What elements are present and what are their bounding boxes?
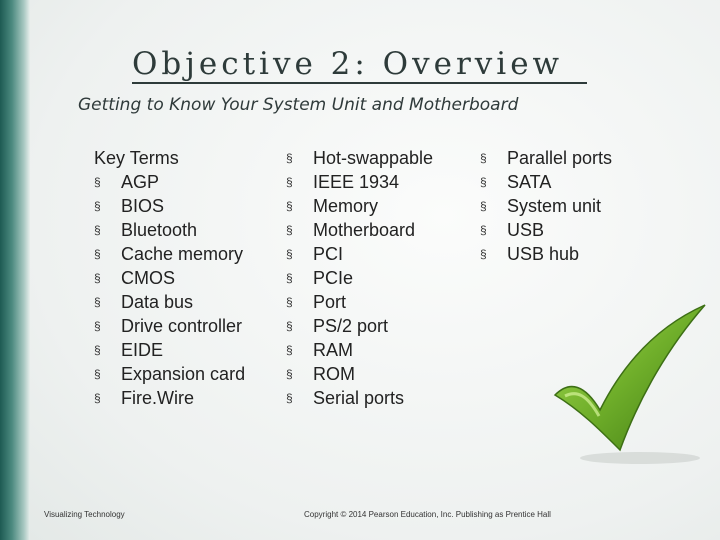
bullet-icon: § bbox=[94, 175, 101, 189]
term-label: Memory bbox=[313, 196, 379, 216]
term-item bbox=[286, 290, 476, 314]
bullet-icon: § bbox=[94, 391, 101, 405]
bullet-icon: § bbox=[286, 343, 293, 357]
term-label: Bluetooth bbox=[121, 220, 198, 240]
bullet-icon: § bbox=[286, 391, 293, 405]
bullet-icon: § bbox=[286, 223, 293, 237]
term-label: USB hub bbox=[507, 244, 580, 264]
key-terms-heading: Key Terms bbox=[94, 148, 179, 168]
term-label: System unit bbox=[507, 196, 602, 216]
term-item bbox=[286, 146, 476, 170]
bullet-icon: § bbox=[286, 271, 293, 285]
term-item bbox=[94, 194, 284, 218]
term-label: PCI bbox=[313, 244, 344, 264]
term-item bbox=[94, 266, 284, 290]
bullet-icon: § bbox=[480, 223, 487, 237]
bullet-icon: § bbox=[480, 175, 487, 189]
term-label: Drive controller bbox=[121, 316, 243, 336]
slide-left-edge bbox=[0, 0, 30, 540]
term-item bbox=[286, 218, 476, 242]
terms-column-1 bbox=[94, 146, 284, 410]
bullet-icon: § bbox=[286, 295, 293, 309]
bullet-icon: § bbox=[94, 223, 101, 237]
term-item bbox=[480, 170, 650, 194]
bullet-icon: § bbox=[480, 199, 487, 213]
bullet-icon: § bbox=[286, 199, 293, 213]
bullet-icon: § bbox=[286, 247, 293, 261]
bullet-icon: § bbox=[480, 151, 487, 165]
term-label: Motherboard bbox=[313, 220, 416, 240]
term-item bbox=[480, 218, 650, 242]
terms-column-2 bbox=[286, 146, 476, 410]
term-item bbox=[94, 218, 284, 242]
bullet-icon: § bbox=[286, 367, 293, 381]
term-item bbox=[94, 242, 284, 266]
term-item bbox=[94, 314, 284, 338]
term-label: Fire.Wire bbox=[121, 388, 194, 408]
term-label: SATA bbox=[507, 172, 552, 192]
bullet-icon: § bbox=[286, 151, 293, 165]
term-label: PS/2 port bbox=[313, 316, 389, 336]
term-item bbox=[94, 386, 284, 410]
term-item bbox=[286, 242, 476, 266]
bullet-icon: § bbox=[286, 319, 293, 333]
terms-column-3 bbox=[480, 146, 650, 266]
term-label: Serial ports bbox=[313, 388, 405, 408]
term-label: BIOS bbox=[121, 196, 165, 216]
footer-copyright: Copyright © 2014 Pearson Education, Inc. Publishing as Prentice Hall bbox=[304, 510, 551, 519]
term-label: PCIe bbox=[313, 268, 354, 288]
checkmark-icon bbox=[545, 300, 715, 470]
term-item bbox=[94, 338, 284, 362]
term-item bbox=[94, 362, 284, 386]
term-item bbox=[286, 314, 476, 338]
footer-course: Visualizing Technology bbox=[44, 510, 125, 519]
term-label: AGP bbox=[121, 172, 160, 192]
term-label: USB bbox=[507, 220, 545, 240]
term-item bbox=[480, 194, 650, 218]
term-label: IEEE 1934 bbox=[313, 172, 400, 192]
slide-subtitle: Getting to Know Your System Unit and Motherboard bbox=[78, 95, 519, 115]
slide-title: Objective 2: Overview bbox=[132, 46, 564, 82]
term-item bbox=[480, 242, 650, 266]
term-item bbox=[480, 146, 650, 170]
bullet-icon: § bbox=[94, 367, 101, 381]
term-label: EIDE bbox=[121, 340, 164, 360]
term-label: RAM bbox=[313, 340, 353, 360]
bullet-icon: § bbox=[94, 295, 101, 309]
bullet-icon: § bbox=[94, 247, 101, 261]
term-item bbox=[286, 170, 476, 194]
bullet-icon: § bbox=[94, 343, 101, 357]
bullet-icon: § bbox=[480, 247, 487, 261]
term-label: Cache memory bbox=[121, 244, 244, 264]
term-item bbox=[286, 194, 476, 218]
bullet-icon: § bbox=[94, 271, 101, 285]
term-item bbox=[286, 362, 476, 386]
term-item bbox=[94, 170, 284, 194]
term-label: ROM bbox=[313, 364, 355, 384]
term-label: Port bbox=[313, 292, 347, 312]
term-item bbox=[94, 290, 284, 314]
bullet-icon: § bbox=[94, 319, 101, 333]
title-underline bbox=[132, 82, 587, 84]
term-item bbox=[286, 386, 476, 410]
bullet-icon: § bbox=[286, 175, 293, 189]
term-label: Hot-swappable bbox=[313, 148, 434, 168]
term-label: Expansion card bbox=[121, 364, 246, 384]
term-item bbox=[286, 338, 476, 362]
term-label: Data bus bbox=[121, 292, 194, 312]
term-item bbox=[286, 266, 476, 290]
term-label: Parallel ports bbox=[507, 148, 613, 168]
term-label: CMOS bbox=[121, 268, 175, 288]
bullet-icon: § bbox=[94, 199, 101, 213]
